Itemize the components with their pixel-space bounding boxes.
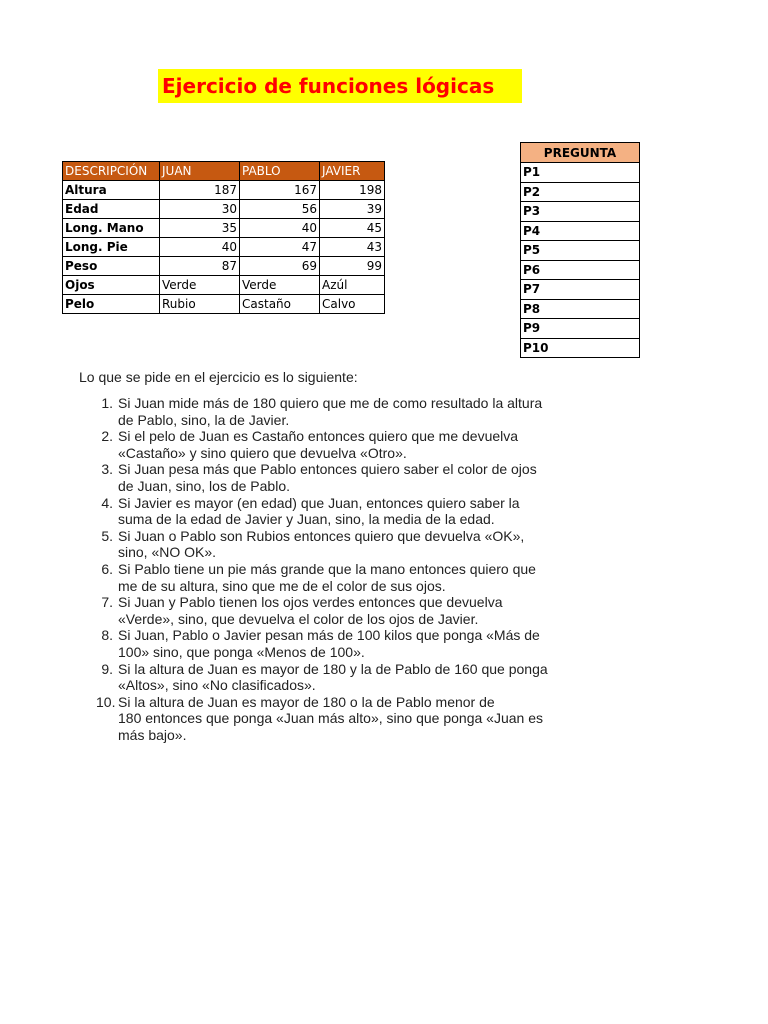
table-row: [63, 181, 385, 200]
list-item-number: 2.: [101, 428, 113, 445]
list-item-line: sino, «NO OK».: [118, 544, 217, 561]
table-cell: 167: [240, 181, 320, 200]
table-cell: Verde: [160, 276, 240, 295]
table-cell: Verde: [240, 276, 320, 295]
table-cell: 87: [160, 257, 240, 276]
list-item-text: [118, 495, 578, 528]
list-item: [78, 428, 578, 461]
list-item-text: [118, 428, 578, 461]
table-row: [63, 257, 385, 276]
table-cell: 187: [160, 181, 240, 200]
table-cell: Rubio: [160, 295, 240, 314]
list-item-line: «Altos», sino «No clasificados».: [118, 677, 316, 694]
row-label: Peso: [63, 257, 160, 276]
list-item-number: 9.: [101, 660, 113, 677]
list-item: [78, 561, 578, 594]
list-item-text: [118, 395, 578, 428]
question-row: [521, 260, 640, 280]
questions-table: [520, 142, 640, 358]
table-cell: 198: [320, 181, 385, 200]
question-cell: P8: [521, 299, 640, 319]
list-item-line: Si Juan, Pablo o Javier pesan más de 100 kilos que ponga «Más de: [118, 627, 540, 644]
question-row: [521, 299, 640, 319]
list-item-line: Si la altura de Juan es mayor de 180 o la de Pablo menor de: [118, 693, 495, 710]
list-item-text: [118, 694, 578, 744]
list-item-line: suma de la edad de Javier y Juan, sino, la media de la edad.: [118, 511, 495, 528]
list-item-line: «Castaño» y sino quiero que devuelva «Otro».: [118, 444, 407, 461]
table-cell: 40: [240, 219, 320, 238]
list-item-number: 8.: [101, 627, 113, 644]
question-row: [521, 338, 640, 358]
list-item-number: 1.: [101, 395, 113, 411]
list-item-line: me de su altura, sino que me de el color de sus ojos.: [118, 577, 446, 594]
list-item-line: Si Javier es mayor (en edad) que Juan, entonces quiero saber la: [118, 494, 520, 511]
list-item-line: de Juan, sino, los de Pablo.: [118, 477, 291, 494]
header-descripcion: DESCRIPCIÓN: [63, 162, 160, 181]
list-item-number: 3.: [101, 461, 113, 478]
table-cell: Calvo: [320, 295, 385, 314]
table-row: [63, 219, 385, 238]
exercise-intro: Lo que se pide en el ejercicio es lo siguiente:: [79, 369, 358, 385]
table-cell: 40: [160, 238, 240, 257]
list-item-line: Si Juan mide más de 180 quiero que me de como resultado la altura: [118, 395, 543, 411]
list-item-line: «Verde», sino, que devuelva el color de los ojos de Javier.: [118, 610, 479, 627]
questions-header-row: [521, 143, 640, 163]
row-label: Ojos: [63, 276, 160, 295]
list-item-text: [118, 627, 578, 660]
list-item: [78, 594, 578, 627]
table-row: [63, 295, 385, 314]
table-row: [63, 200, 385, 219]
list-item: [78, 528, 578, 561]
question-row: [521, 280, 640, 300]
list-item-text: [118, 594, 578, 627]
list-item-line: Si el pelo de Juan es Castaño entonces quiero que me devuelva: [118, 428, 519, 445]
question-row: [521, 241, 640, 261]
table-cell: Azúl: [320, 276, 385, 295]
table-cell: 99: [320, 257, 385, 276]
question-cell: P7: [521, 280, 640, 300]
table-cell: Castaño: [240, 295, 320, 314]
question-row: [521, 182, 640, 202]
list-item-text: [118, 528, 578, 561]
table-cell: 39: [320, 200, 385, 219]
table-cell: 56: [240, 200, 320, 219]
question-row: [521, 221, 640, 241]
exercise-instructions: [78, 368, 578, 743]
table-cell: 30: [160, 200, 240, 219]
list-item-number: 5.: [101, 527, 113, 544]
header-juan: JUAN: [160, 162, 240, 181]
list-item-number: 6.: [101, 560, 113, 577]
question-cell: P10: [521, 338, 640, 358]
list-item-line: de Pablo, sino, la de Javier.: [118, 411, 290, 428]
question-cell: P6: [521, 260, 640, 280]
list-item-line: Si Juan o Pablo son Rubios entonces quiero que devuelva «OK»,: [118, 527, 525, 544]
table-cell: 43: [320, 238, 385, 257]
question-cell: P3: [521, 202, 640, 222]
list-item: [78, 694, 578, 744]
list-item-number: 4.: [101, 494, 113, 511]
question-row: [521, 202, 640, 222]
row-label: Long. Pie: [63, 238, 160, 257]
title-banner: [158, 69, 522, 103]
list-item-number: 10.: [96, 693, 116, 710]
row-label: Edad: [63, 200, 160, 219]
list-item: [78, 395, 578, 428]
question-cell: P2: [521, 182, 640, 202]
list-item: [78, 461, 578, 494]
table-row: [63, 238, 385, 257]
list-item: [78, 495, 578, 528]
header-javier: JAVIER: [320, 162, 385, 181]
page-title: Ejercicio de funciones lógicas: [162, 74, 495, 98]
table-cell: 47: [240, 238, 320, 257]
table-row: [63, 276, 385, 295]
row-label: Altura: [63, 181, 160, 200]
list-item-text: [118, 461, 578, 494]
question-cell: P5: [521, 241, 640, 261]
data-table-header-row: [63, 162, 385, 181]
data-table: [62, 161, 385, 314]
table-cell: 45: [320, 219, 385, 238]
table-cell: 35: [160, 219, 240, 238]
question-cell: P1: [521, 163, 640, 183]
list-item-line: más bajo».: [118, 726, 187, 743]
list-item-line: Si la altura de Juan es mayor de 180 y la de Pablo de 160 que ponga: [118, 660, 548, 677]
row-label: Long. Mano: [63, 219, 160, 238]
table-cell: 69: [240, 257, 320, 276]
question-row: [521, 163, 640, 183]
exercise-list: [78, 395, 578, 743]
list-item-line: Si Pablo tiene un pie más grande que la mano entonces quiero que: [118, 560, 536, 577]
list-item-text: [118, 661, 578, 694]
list-item-line: 180 entonces que ponga «Juan más alto», sino que ponga «Juan es: [118, 710, 543, 727]
list-item: [78, 661, 578, 694]
question-cell: P4: [521, 221, 640, 241]
header-pablo: PABLO: [240, 162, 320, 181]
list-item: [78, 627, 578, 660]
list-item-line: Si Juan pesa más que Pablo entonces quiero saber el color de ojos: [118, 461, 537, 478]
list-item-line: Si Juan y Pablo tienen los ojos verdes entonces que devuelva: [118, 594, 503, 611]
list-item-number: 7.: [101, 594, 113, 611]
list-item-text: [118, 561, 578, 594]
question-cell: P9: [521, 319, 640, 339]
header-pregunta: PREGUNTA: [521, 143, 640, 163]
row-label: Pelo: [63, 295, 160, 314]
question-row: [521, 319, 640, 339]
list-item-line: 100» sino, que ponga «Menos de 100».: [118, 643, 365, 660]
